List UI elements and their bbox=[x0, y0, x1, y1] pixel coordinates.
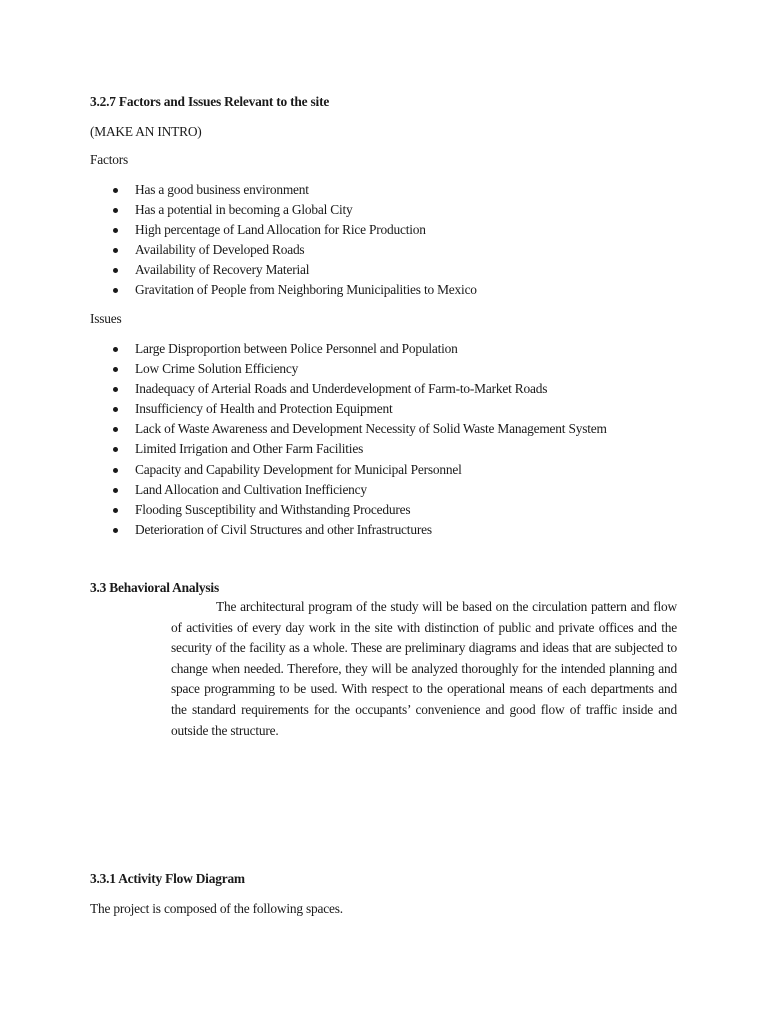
bullet-icon bbox=[113, 208, 118, 213]
list-item bbox=[0, 260, 477, 280]
issues-label: Issues bbox=[90, 311, 122, 326]
section-heading-3-3: 3.3 Behavioral Analysis bbox=[90, 580, 219, 595]
bullet-icon bbox=[113, 528, 118, 533]
bullet-icon bbox=[113, 468, 118, 473]
list-item bbox=[0, 419, 607, 439]
list-item bbox=[0, 439, 607, 459]
behavioral-analysis-paragraph: The architectural program of the study will be based on the circulation pattern and flow of activities of every day work in the site with distinction of public and private offices and the security of the facility as a whole. These are preliminary diagrams and ideas that are subjected to change when needed. Therefore, they will be analyzed thoroughly for the intended planning and space programming to be used. With respect to the operational means of each departments and the standard requirements for the occupants’ convenience and good flow of traffic inside and outside the structure. bbox=[171, 599, 677, 738]
section-heading-3-3-1: 3.3.1 Activity Flow Diagram bbox=[90, 871, 245, 886]
list-item bbox=[0, 379, 607, 399]
factors-list bbox=[0, 180, 477, 301]
issue-text: Lack of Waste Awareness and Development Necessity of Solid Waste Management System bbox=[135, 421, 607, 437]
bullet-icon bbox=[113, 488, 118, 493]
issue-text: Land Allocation and Cultivation Inefficiency bbox=[135, 481, 367, 497]
activity-flow-intro-text: The project is composed of the following spaces. bbox=[90, 901, 343, 916]
issue-text: Limited Irrigation and Other Farm Facilities bbox=[135, 441, 364, 457]
bullet-icon bbox=[113, 347, 118, 352]
issue-text: Flooding Susceptibility and Withstanding Procedures bbox=[135, 501, 411, 517]
list-item bbox=[0, 480, 607, 500]
bullet-icon bbox=[113, 447, 118, 452]
issue-text: Inadequacy of Arterial Roads and Underdevelopment of Farm-to-Market Roads bbox=[135, 381, 548, 397]
bullet-icon bbox=[113, 427, 118, 432]
issue-text: Insufficiency of Health and Protection Equipment bbox=[135, 401, 393, 417]
bullet-icon bbox=[113, 268, 118, 273]
factor-text: Gravitation of People from Neighboring Municipalities to Mexico bbox=[135, 282, 477, 298]
list-item bbox=[0, 500, 607, 520]
issue-text: Capacity and Capability Development for Municipal Personnel bbox=[135, 461, 462, 477]
factor-text: High percentage of Land Allocation for Rice Production bbox=[135, 222, 426, 238]
section-heading-3-2-7: 3.2.7 Factors and Issues Relevant to the site bbox=[90, 94, 330, 109]
list-item bbox=[0, 359, 607, 379]
list-item bbox=[0, 520, 607, 540]
issues-list bbox=[0, 339, 607, 540]
list-item bbox=[0, 180, 477, 200]
factor-text: Has a potential in becoming a Global City bbox=[135, 202, 353, 218]
list-item bbox=[0, 240, 477, 260]
issue-text: Large Disproportion between Police Personnel and Population bbox=[135, 341, 458, 356]
factors-label: Factors bbox=[90, 152, 129, 167]
list-item bbox=[0, 399, 607, 419]
list-item bbox=[0, 339, 607, 359]
issue-text: Low Crime Solution Efficiency bbox=[135, 361, 299, 377]
intro-note: (MAKE AN INTRO) bbox=[90, 124, 202, 139]
bullet-icon bbox=[113, 248, 118, 253]
factor-text: Availability of Recovery Material bbox=[135, 262, 310, 278]
bullet-icon bbox=[113, 228, 118, 233]
list-item bbox=[0, 280, 477, 300]
list-item bbox=[0, 200, 477, 220]
bullet-icon bbox=[113, 387, 118, 392]
bullet-icon bbox=[113, 508, 118, 513]
bullet-icon bbox=[113, 188, 118, 193]
list-item bbox=[0, 460, 607, 480]
factor-text: Availability of Developed Roads bbox=[135, 242, 305, 258]
bullet-icon bbox=[113, 367, 118, 372]
issue-text: Deterioration of Civil Structures and other Infrastructures bbox=[135, 521, 432, 537]
factor-text: Has a good business environment bbox=[135, 182, 309, 197]
list-item bbox=[0, 220, 477, 240]
bullet-icon bbox=[113, 288, 118, 293]
bullet-icon bbox=[113, 407, 118, 412]
